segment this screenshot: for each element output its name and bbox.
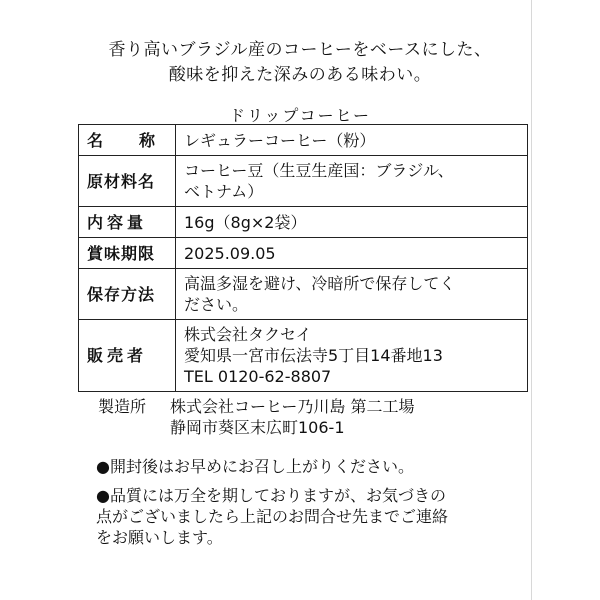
- spec-value-storage: 高温多湿を避け、冷暗所で保存してく ださい。: [176, 269, 528, 320]
- table-row: [79, 207, 528, 238]
- table-row: [79, 238, 528, 269]
- spec-value-best-before: 2025.09.05: [176, 238, 528, 269]
- spec-key-quantity: 内容量: [79, 207, 176, 238]
- manufacturer-label: 製造所: [98, 397, 147, 416]
- spec-value-ingredients: コーヒー豆（生豆生産国：ブラジル、 ベトナム）: [176, 156, 528, 207]
- spec-key-ingredients: 原材料名: [79, 156, 176, 207]
- spec-table: [78, 124, 528, 392]
- description-line-2: 酸味を抑えた深みのある味わい。: [168, 65, 432, 85]
- spec-key-name: 名 称: [79, 125, 176, 156]
- table-row: [79, 156, 528, 207]
- product-description: [60, 38, 540, 88]
- spec-key-storage: 保存方法: [79, 269, 176, 320]
- product-subtitle: ドリップコーヒー: [229, 106, 371, 125]
- table-row: [79, 269, 528, 320]
- description-line-1: 香り高いブラジル産のコーヒーをベースにした、: [108, 40, 492, 60]
- manufacturer-block: [98, 396, 548, 438]
- table-row: [79, 320, 528, 392]
- note-quality-contact: ●品質には万全を期しておりますが、お気づきの 点がございましたら上記のお問合せ先までご連絡 をお願いします。: [96, 486, 449, 547]
- note-consume-soon: ●開封後はお早めにお召し上がりください。: [96, 457, 414, 476]
- edge-divider: [531, 0, 532, 600]
- table-row: [79, 125, 528, 156]
- spec-value-quantity: 16g（8g×2袋）: [176, 207, 528, 238]
- spec-key-best-before: 賞味期限: [79, 238, 176, 269]
- spec-value-seller: 株式会社タクセイ 愛知県一宮市伝法寺5丁目14番地13 TEL 0120-62-8807: [176, 320, 528, 392]
- spec-key-seller: 販売者: [79, 320, 176, 392]
- manufacturer-value: 株式会社コーヒー乃川島 第二工場 静岡市葵区末広町106-1: [170, 397, 415, 437]
- spec-value-name: レギュラーコーヒー（粉）: [176, 125, 528, 156]
- notes-block: [96, 456, 526, 556]
